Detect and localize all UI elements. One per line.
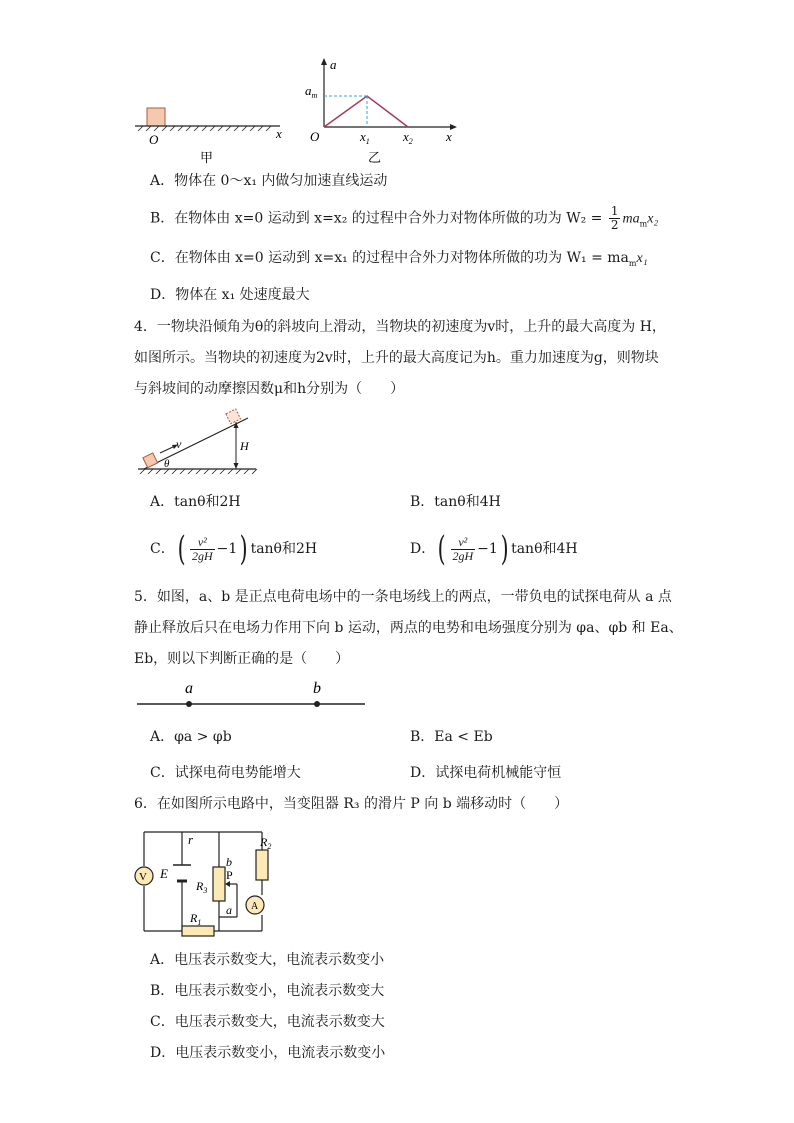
internal-r-label: r — [188, 832, 194, 847]
point-a-label: a — [185, 680, 193, 697]
q5-stem-line2: 静止释放后只在电场力作用下向 b 运动，两点的电势和电场强度分别为 φa、φb 和 Ea、 — [134, 620, 683, 636]
q4-option-c[interactable]: C．( $\frac{\text{v²}}{2gH}$ −1) tanθ和2H — [150, 529, 318, 569]
q4-option-a[interactable]: A．tanθ和2H — [150, 494, 241, 510]
q5-stem-line3: Eb，则以下判断正确的是（ ） — [134, 651, 350, 667]
rheostat-r3 — [213, 867, 225, 901]
q4-option-b[interactable]: B．tanθ和4H — [410, 494, 501, 510]
q6-option-a[interactable]: A．电压表示数变大，电流表示数变小 — [150, 952, 385, 968]
q3-option-c[interactable]: C．在物体由 x=0 运动到 x=x₁ 的过程中合外力对物体所做的功为 $W_1 = ma_mx_1$ — [150, 250, 648, 268]
block-bottom — [143, 453, 158, 468]
q4-stem-line2: 如图所示。当物块的初速度为2v时，上升的最大高度记为h。重力加速度为g，则物块 — [134, 350, 659, 366]
slider-p-label: P — [226, 868, 233, 882]
q5-option-d[interactable]: D．试探电荷机械能守恒 — [410, 765, 562, 781]
r3-label: $R_3$ — [196, 879, 208, 895]
ammeter-label: A — [251, 901, 259, 912]
figure-jia — [130, 100, 290, 170]
x-axis-label-yi: x — [446, 129, 452, 144]
q5-option-c[interactable]: C．试探电荷电势能增大 — [150, 765, 301, 781]
q3-option-b[interactable]: B．在物体由 x=0 运动到 x=x₂ 的过程中合外力对物体所做的功为 W₂ = $\frac{1}{2}$ $ma_mx_2$ — [150, 204, 659, 232]
q5-option-b[interactable]: B．Ea < Eb — [410, 729, 493, 745]
q5-stem-line1: 5．如图，a、b 是正点电荷电场中的一条电场线上的两点，一带负电的试探电荷从 a 点 — [134, 589, 672, 605]
q3-option-a[interactable]: A．物体在 0～x₁ 内做匀加速直线运动 — [150, 173, 388, 189]
r1-label: $R_1$ — [190, 911, 202, 927]
point-b-label: b — [313, 680, 321, 697]
point-a — [186, 701, 192, 707]
x1-label: $x_1$ — [360, 129, 370, 146]
incline-slope — [144, 418, 248, 469]
figure-yi — [300, 55, 465, 170]
a-axis-label: a — [330, 57, 337, 72]
q5-option-a[interactable]: A．φa > φb — [150, 729, 232, 745]
block-top — [226, 409, 241, 424]
circuit-figure — [132, 822, 282, 940]
q6-option-d[interactable]: D．电压表示数变小，电流表示数变小 — [150, 1045, 386, 1061]
figure-label-yi: 乙 — [368, 150, 382, 165]
q4-option-d[interactable]: D．( $\frac{\text{v²}}{2gH}$ −1) tanθ和4H — [410, 529, 578, 569]
origin-label-yi: O — [310, 129, 320, 144]
resistor-r1 — [182, 926, 214, 936]
x-axis-label: x — [276, 126, 282, 141]
x2-label: $x_2$ — [403, 129, 413, 146]
angle-label: θ — [164, 458, 170, 470]
height-label: H — [240, 439, 249, 453]
am-label: $a_m$ — [305, 83, 318, 100]
q6-option-b[interactable]: B．电压表示数变小，电流表示数变大 — [150, 983, 385, 999]
incline-figure — [130, 405, 270, 480]
acceleration-curve — [324, 96, 408, 127]
q6-stem: 6．在如图所示电路中，当变阻器 R₃ 的滑片 P 向 b 端移动时（ ） — [134, 796, 569, 812]
point-b — [314, 701, 320, 707]
q4-stem-line3: 与斜坡间的动摩擦因数μ和h分别为（ ） — [134, 381, 405, 397]
voltmeter-label: V — [139, 871, 147, 883]
q6-option-c[interactable]: C．电压表示数变大，电流表示数变大 — [150, 1014, 385, 1030]
velocity-label: v — [176, 437, 182, 451]
emf-label: E — [160, 866, 168, 881]
figure-label-jia: 甲 — [200, 150, 214, 165]
terminal-b-label: b — [226, 855, 232, 869]
terminal-a-label: a — [226, 903, 232, 917]
q3-option-d[interactable]: D．物体在 x₁ 处速度最大 — [150, 287, 310, 303]
q4-stem-line1: 4．一物块沿倾角为θ的斜坡向上滑动，当物块的初速度为v时，上升的最大高度为 H， — [134, 319, 666, 335]
ground-hatch — [138, 126, 271, 131]
origin-label: O — [149, 132, 159, 147]
field-line-figure — [135, 678, 370, 712]
r2-label: $R_2$ — [260, 835, 272, 851]
resistor-r2 — [256, 850, 268, 880]
block-shape — [147, 108, 165, 126]
